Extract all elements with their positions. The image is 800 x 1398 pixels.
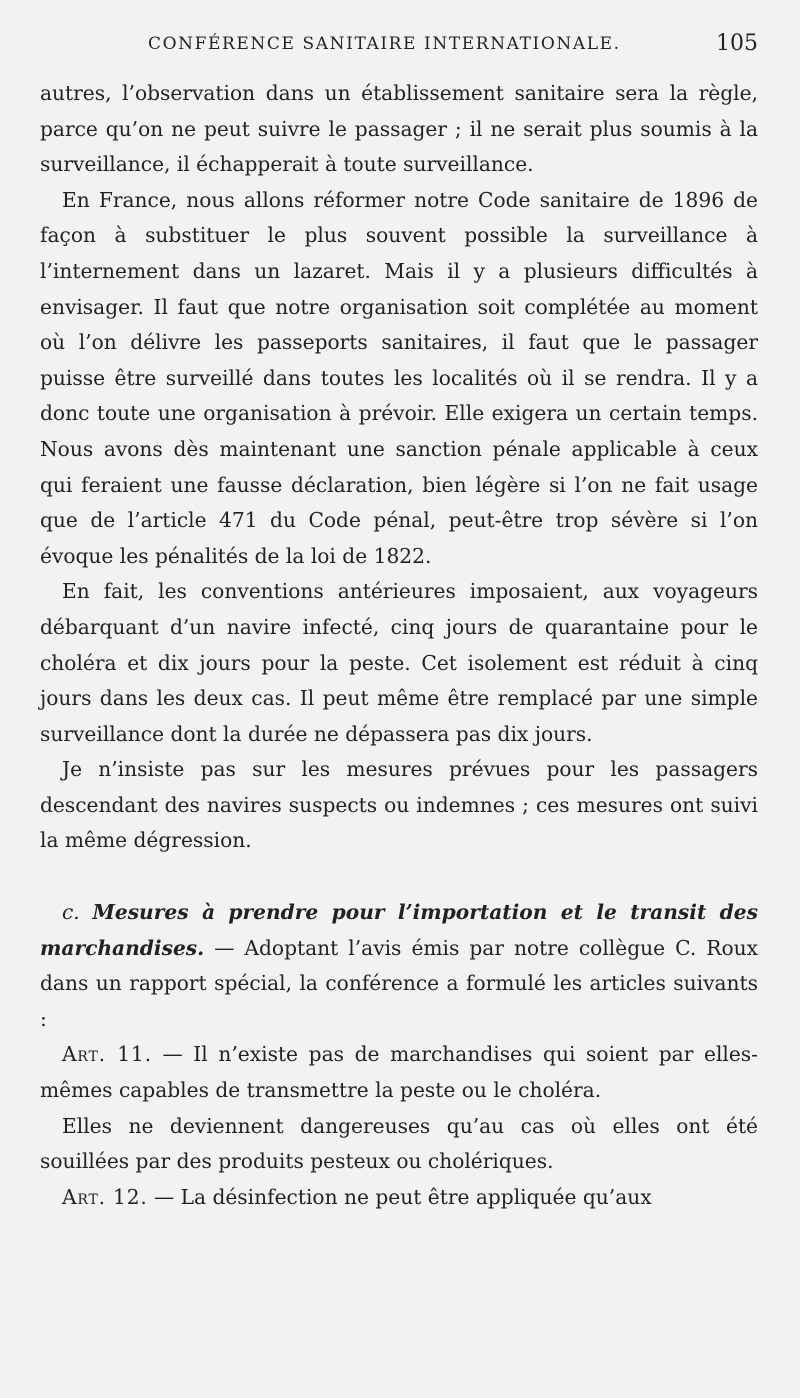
article-11-follow-up: Elles ne deviennent dangereuses qu’au cas où elles ont été souillées par des produits pesteux ou cholériques.: [40, 1113, 758, 1174]
page-number: 105: [716, 31, 758, 56]
paragraph-passengers: Je n’insiste pas sur les mesures prévues pour les passagers descendant des navires suspects ou indemnes ; ces mesures ont suivi la même dégression.: [40, 757, 758, 853]
section-title: Mesures à prendre pour l’importation et le transit des marchandises.: [40, 900, 758, 960]
article-11: [40, 1037, 758, 1108]
section-intro: — Adoptant l’avis émis par notre collègue C. Roux dans un rapport spécial, la conférence a formulé les articles suivants :: [40, 935, 758, 1031]
article-12-label: Art. 12.: [62, 1184, 148, 1209]
section-c-paragraph: [40, 895, 758, 1037]
article-12-text: — La désinfection ne peut être appliquée qu’aux: [147, 1184, 652, 1209]
running-title: CONFÉRENCE SANITAIRE INTERNATIONALE.: [148, 34, 621, 54]
page-body: [40, 76, 758, 1215]
paragraph-continuation: autres, l’observation dans un établissement sanitaire sera la règle, parce qu’on ne peut suivre le passager ; il ne serait plus soumis à la surveillance, il échapperait à toute surveillance.: [40, 81, 758, 177]
section-letter: c.: [62, 900, 80, 925]
paragraph-france-code: En France, nous allons réformer notre Code sanitaire de 1896 de façon à substituer le plus souvent possible la surveillance à l’internement dans un lazaret. Mais il y a plusieurs difficultés à envisager. Il faut que notre organisation soit complétée au moment où l’on délivre les passeports sanitaires, il faut que le passager puisse être surveillé dans toutes les localités où il se rendra. Il y a donc toute une organisation à prévoir. Elle exigera un certain temps. Nous avons dès maintenant une sanction pénale applicable à ceux qui feraient une fausse déclaration, bien légère si l’on ne fait usage que de l’article 471 du Code pénal, peut-être trop sévère si l’on évoque les pénalités de la loi de 1822.: [40, 187, 758, 568]
running-head: [40, 31, 758, 62]
paragraph-conventions: En fait, les conventions antérieures imposaient, aux voyageurs débarquant d’un navire infecté, cinq jours de quarantaine pour le choléra et dix jours pour la peste. Cet isolement est réduit à cinq jours dans les deux cas. Il peut même être remplacé par une simple surveillance dont la durée ne dépassera pas dix jours.: [40, 579, 758, 746]
section-spacer: [40, 859, 758, 895]
article-11-label: Art. 11.: [62, 1042, 152, 1067]
article-11-text: — Il n’existe pas de marchandises qui soient par elles-mêmes capables de transmettre la peste ou le choléra.: [40, 1042, 758, 1103]
article-12: [40, 1180, 758, 1216]
